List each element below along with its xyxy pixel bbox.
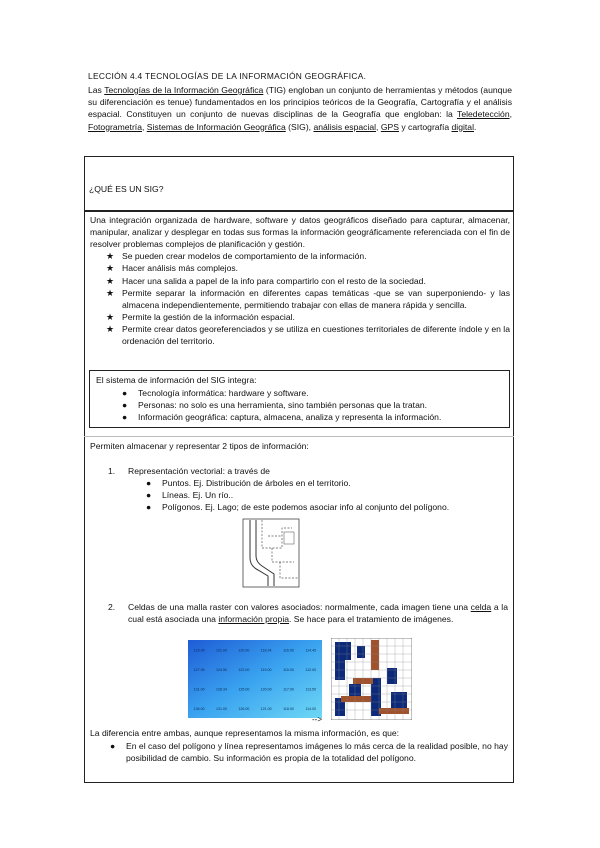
- link-analisis-espacial[interactable]: análisis espacial: [313, 121, 377, 132]
- star-icon: ★: [106, 324, 115, 335]
- difference-intro: La diferencia entre ambas, aunque representamos la misma información, es que:: [90, 728, 400, 738]
- star-icon: ★: [106, 251, 115, 261]
- raster-cell-value: 121.00: [260, 706, 272, 711]
- sig-integration-list: [116, 387, 441, 423]
- vector-label: Representación vectorial: a través de: [128, 466, 270, 476]
- raster-cell-value: 123.45: [193, 648, 205, 653]
- list-item: ★ Se pueden crear modelos de comportamiento de la información.: [106, 251, 367, 261]
- divider: [84, 436, 514, 437]
- vector-number: 1.: [108, 466, 116, 476]
- raster-cell-value: 115.00: [283, 667, 294, 672]
- raster-cells-figure: [331, 638, 412, 720]
- link-digital[interactable]: digital: [451, 121, 474, 132]
- bullet-icon: ●: [122, 400, 128, 410]
- raster-cell-value: 119.00: [260, 667, 272, 672]
- sig-integration-box: [89, 370, 510, 428]
- list-item: ● En el caso del polígono y línea representamos imágenes lo más cerca de la realidad posible, no hay posibilidad de cambio. Su información es propia de la totalidad del polígono.: [110, 741, 508, 763]
- list-item: ● Tecnología informática: hardware y software.: [122, 388, 309, 398]
- star-icon: ★: [106, 275, 115, 286]
- link-tig[interactable]: Tecnologías de la Información Geográfica: [104, 85, 264, 95]
- raster-cell-value: 120.00: [238, 648, 250, 653]
- list-item: ★ Permite separar la información en diferentes capas temáticas -que se van superponiendo- y las almacena independientemente, permitiendo trabajar con ellas de manera rápida y sencilla.: [106, 287, 510, 310]
- list-item: ● Información geográfica: captura, almacena, analiza y representa la información.: [122, 412, 442, 422]
- raster-cell-value: 114.00: [305, 706, 317, 711]
- raster-cell-value: 136.00: [193, 706, 205, 711]
- sig-definition: Una integración organizada de hardware, software y datos geográficos diseñado para capturar, almacenar, manipular, analizar y desplegar en todas sus formas la información geográficamente referenciada con el fin de resolver problemas complejos de planificación y gestión.: [90, 215, 510, 249]
- raster-cell-value: 121.00: [216, 648, 227, 653]
- raster-cell-value: 114.45: [305, 648, 317, 653]
- types-intro: Permiten almacenar y representar 2 tipos de información:: [90, 441, 309, 451]
- raster-cell-value: 126.00: [238, 706, 250, 711]
- raster-number: 2.: [108, 602, 116, 612]
- star-icon: ★: [106, 312, 115, 323]
- bullet-icon: ●: [146, 502, 152, 512]
- raster-cell-value: 127.90: [193, 667, 205, 672]
- link-fotogrametria[interactable]: Fotogrametría: [88, 121, 142, 132]
- bullet-icon: ●: [122, 412, 128, 422]
- star-icon: ★: [106, 287, 115, 298]
- list-item: ★ Hacer una salida a papel de la info para compartirlo con el resto de la sociedad.: [106, 275, 426, 286]
- sig-integration-heading: El sistema de información del SIG integra:: [96, 375, 257, 385]
- raster-description: Celdas de una malla raster con valores asociados: normalmente, cada imagen tiene una celda a la cual está asociada una información propia. Se hace para el tratamiento de imágenes.: [128, 602, 508, 624]
- list-item: ★ Permite la gestión de la información espacial.: [106, 312, 295, 323]
- list-item: ● Líneas. Ej. Un río..: [146, 490, 234, 500]
- list-item: ★ Hacer análisis más complejos.: [106, 263, 239, 274]
- question-header-box: [84, 156, 514, 211]
- link-teledeteccion[interactable]: Teledetección: [457, 109, 510, 120]
- link-gps[interactable]: GPS: [380, 121, 399, 132]
- intro-paragraph: Las Tecnologías de la Información Geográfica (TIG) engloban un conjunto de herramientas y métodos (aunque su diferenciación es tenue) fundamentados en los principios teóricos de la Geografía, Cartografía y el análisis espacial. Constituyen un conjunto de nuevas disciplinas de la Geografía que engloban: la Teledetección, Fotogrametría, Sistemas de Información Geográfica (SIG), análisis espacial, GPS y cartografía digital.: [88, 85, 512, 132]
- page-title: LECCIÓN 4.4 TECNOLOGÍAS DE LA INFORMACIÓN GEOGRÁFICA.: [88, 71, 367, 81]
- raster-cell-value: 131.00: [193, 687, 205, 692]
- list-item: ● Personas: no solo es una herramienta, sino también personas que la tratan.: [122, 400, 428, 410]
- difference-list: [104, 740, 508, 764]
- question-heading: ¿QUÉ ES UN SIG?: [89, 184, 164, 194]
- raster-cell-value: 128.34: [216, 687, 227, 692]
- arrow-label: -->: [312, 715, 322, 724]
- vector-types-list: [146, 477, 449, 513]
- sig-capabilities-list: [104, 250, 510, 348]
- link-informacion-propia[interactable]: información propia: [218, 614, 290, 624]
- raster-cell-value: 116.50: [283, 648, 294, 653]
- bullet-icon: ●: [110, 741, 116, 751]
- raster-cell-value: 125.00: [238, 687, 250, 692]
- raster-cell-value: 131.00: [216, 706, 227, 711]
- bullet-icon: ●: [146, 490, 152, 500]
- raster-cell-value: 118.00: [283, 706, 294, 711]
- raster-grid-figure: [188, 640, 322, 718]
- bullet-icon: ●: [122, 388, 128, 398]
- raster-cell-value: 120.00: [260, 687, 272, 692]
- list-item: ● Puntos. Ej. Distribución de árboles en el territorio.: [146, 478, 351, 488]
- list-item: ★ Permite crear datos georeferenciados y se utiliza en cuestiones territoriales de diferente índole y en la ordenación del territorio.: [106, 324, 510, 347]
- list-item: ● Polígonos. Ej. Lago; de este podemos asociar info al conjunto del polígono.: [146, 502, 450, 512]
- bullet-icon: ●: [146, 478, 152, 488]
- raster-cell-value: 117.00: [283, 687, 294, 692]
- raster-cell-value: 124.50: [216, 667, 227, 672]
- link-celda[interactable]: celda: [470, 602, 492, 612]
- link-sig[interactable]: Sistemas de Información Geográfica: [146, 121, 286, 132]
- raster-cell-value: 112.00: [305, 667, 317, 672]
- raster-cell-value: 122.00: [238, 667, 250, 672]
- raster-cell-value: 113.50: [305, 687, 317, 692]
- raster-cell-value: 118.34: [260, 648, 272, 653]
- vector-map-figure: [242, 518, 300, 588]
- star-icon: ★: [106, 263, 115, 274]
